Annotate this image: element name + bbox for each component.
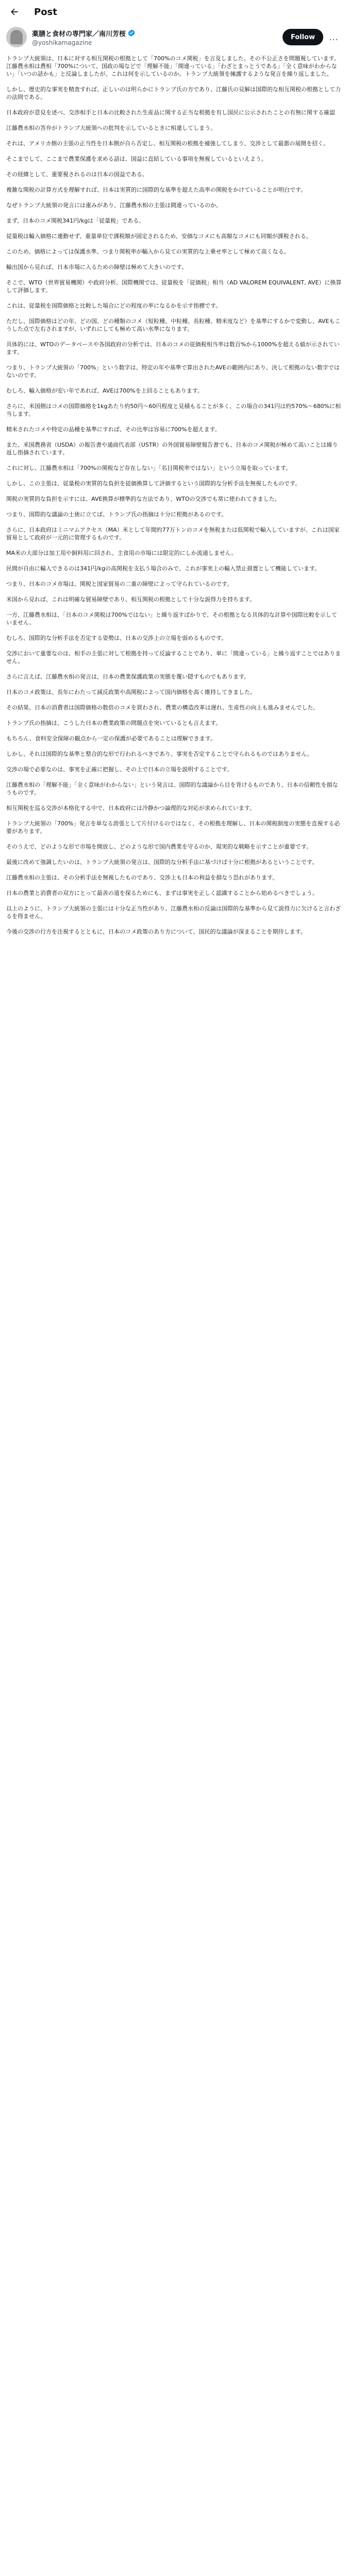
post-paragraph: そこで、WTO（世界貿易機関）や政府分析、国際機関では、従量税を「従価税」相当（AD VALOREM EQUIVALENT, AVE）に換算して評価します。 <box>6 279 342 294</box>
post-paragraph: その結果、日本の消費者は国際価格の数倍のコメを買わされ、農業の構造改革は遅れ、生産性の向上も進みませんでした。 <box>6 704 319 711</box>
post-paragraph: つまり、日本のコメ市場は、関税と国家貿易の二重の障壁によって守られているのです。 <box>6 581 233 587</box>
back-arrow-icon[interactable] <box>4 2 25 22</box>
post-paragraph: 以上のように、トランプ大統領の主張には十分な正当性があり、江藤農水相の反論は国際的な基準から見て説得力に欠けると言わざるを得ません。 <box>6 905 341 920</box>
post-paragraph: むしろ、国際的な分析手法を否定する姿勢は、日本の交渉上の立場を弱めるものです。 <box>6 635 227 641</box>
post-paragraph: 従量税は輸入価格に連動せず、重量単位で課税額が固定されるため、安価なコメにも高額なコメにも同額が課税される。 <box>6 233 312 240</box>
follow-button[interactable]: Follow <box>283 29 323 45</box>
post-paragraph: 相互関税を巡る交渉が本格化する中で、日本政府には冷静かつ論理的な対応が求められています。 <box>6 805 255 811</box>
post-paragraph: 具体的には、WTOのデータベースや各国政府の分析では、日本のコメの従価税相当率は数百%から1000%を超える値が示されています。 <box>6 341 340 355</box>
post-paragraph: このため、価格によっては保護水準、つまり関税率が輸入から見ての実質的な上乗せ率として極めて高くなる。 <box>6 248 290 255</box>
more-options-icon[interactable]: … <box>329 31 338 43</box>
post-paragraph: つまり、国際的な議論の土俵に立てば、トランプ氏の指摘は十分に根拠があるのです。 <box>6 511 227 518</box>
post-paragraph: 日本政府が意見を述べ、交渉相手と日本の比較された生産品に関する正当な根拠を有し国民に公示されたことの有無に関する確認 <box>6 109 335 116</box>
page-title: Post <box>34 6 57 18</box>
top-bar <box>0 0 348 24</box>
post-paragraph: また、米国農務省（USDA）の報告書や通商代表部（USTR）の外国貿易障壁報告書でも、日本のコメ関税が極めて高いことは繰り返し指摘されています。 <box>6 442 338 456</box>
post-paragraph: さらに、日本政府はミニマムアクセス（MA）米として年間約77万トンのコメを無税または低関税で輸入していますが、これは国家貿易として政府が一元的に管理するものです。 <box>6 527 340 541</box>
post-paragraph: まず、日本のコメ関税341円/kgは「従量税」である。 <box>6 217 145 224</box>
post-paragraph: 精米されたコメや特定の品種を基準にすれば、その比率は容易に700%を超えます。 <box>6 426 221 433</box>
post-paragraph: その経緯として、重要視されるのは日本の国益である。 <box>6 171 148 178</box>
post-paragraph: しかし、この主張は、従量税の実質的な負担を従価換算して評価するという国際的な分析手法を無視したものです。 <box>6 480 301 487</box>
post-paragraph: 輸出国から見れば、日本市場に入るための障壁は極めて大きいのです。 <box>6 264 188 270</box>
post-paragraph: 日本のコメ政策は、長年にわたって減反政策や高関税によって国内価格を高く維持してきました。 <box>6 689 256 696</box>
post-paragraph: 交渉において重要なのは、相手の主張に対して根拠を持って反論することであり、単に「間違っている」と繰り返すことではありません。 <box>6 650 341 665</box>
post-paragraph: これは、従量税を国際価格と比較した場合にどの程度の率になるかを示す指標です。 <box>6 302 222 309</box>
post-paragraph: ただし、国際価格はどの年、どの国、どの種類のコメ（短粒種、中粒種、長粒種、精米度など）を基準にするかで変動し、AVEもこうした点で左右されますが、いずれにしても極めて高い水準になります。 <box>6 318 341 332</box>
post-header <box>6 25 342 49</box>
post-paragraph: そこまでして、ここまで農業保護を求める話は、国益に直結している事項を無視しているといえよう。 <box>6 156 267 162</box>
post-paragraph: そのうえで、どのような形で市場を開放し、どのような形で国内農業を守るのか、現実的な戦略を示すことが重要です。 <box>6 843 312 850</box>
post-paragraph: 今後の交渉の行方を注視するとともに、日本のコメ政策のあり方について、国民的な議論が深まることを期待します。 <box>6 928 306 935</box>
post-paragraph: トランプ氏の指摘は、こうした日本の農業政策の問題点を突いているとも言えます。 <box>6 720 222 726</box>
post-paragraph: MA米の大部分は加工用や飼料用に回され、主食用の市場には限定的にしか流通しません。 <box>6 550 237 556</box>
post-paragraph: 江藤農水相の「理解不能」「全く意味がわからない」という発言は、国際的な議論から目を背けるものであり、日本の信頼性を損なうものです。 <box>6 782 338 796</box>
post-paragraph: 江藤農水相の主張は、その分析手法を無視したものであり、交渉上も日本の利益を損なう恐れがあります。 <box>6 874 278 881</box>
post-paragraph: しかし、それは国際的な基準と整合的な形で行われるべきであり、事実を否定することで守られるものではありません。 <box>6 751 313 757</box>
post-paragraph: むしろ、輸入価格が安い年であれば、AVEは700%を上回ることもあります。 <box>6 387 203 394</box>
post-paragraph: 複雑な関税の計算方式を理解すれば、日本は実質的に国際的な基準を超えた高率の関税をかけていることが明白です。 <box>6 187 307 193</box>
post-paragraph: なぜトランプ大統領の発言には重みがあり、江藤農水相の主張は間違っているのか。 <box>6 202 222 209</box>
post-paragraph: 最後に改めて強調したいのは、トランプ大統領の発言は、国際的な分析手法に基づけば十分に根拠があるということです。 <box>6 859 318 866</box>
author-name[interactable]: 薬膳と食材の専門家／南川芳桜 <box>32 30 126 38</box>
author-name-row[interactable] <box>32 28 283 38</box>
post-paragraph: しかし、歴史的な事実を精査すれば、正しいのは明らかにトランプ氏の方であり、江藤氏の見解は国際的な相互関税の根拠として力の法則である。 <box>6 86 341 100</box>
post-paragraph: 交渉の場で必要なのは、事実を正確に把握し、その上で日本の立場を説明することです。 <box>6 766 233 773</box>
author-handle[interactable]: @yoshikamagazine <box>32 39 92 46</box>
post-paragraph: つまり、トランプ大統領の「700%」という数字は、特定の年や基準で算出されたAVEの範囲内にあり、決して根拠のない数字ではないのです。 <box>6 364 340 379</box>
post-paragraph: さらに言えば、江藤農水相の発言は、日本の農業保護政策の実態を覆い隠すものでもあります。 <box>6 673 250 680</box>
post-paragraph: 日本の農業と消費者の双方にとって最善の道を探るためにも、まずは事実を正しく認識することから始めるべきでしょう。 <box>6 890 318 896</box>
author-info <box>32 28 283 46</box>
post-paragraph: トランプ大統領は、日本に対する相互関税の根拠として「700%のコメ関税」を言及しました。その不公正さを問題視しています。江藤農水相は農相「700%について、国政の場などで「理解不能」「間違っている」「わざとまっとうである」「全く意味がわからない」「いつの話かも」と反論しましたが、これは何を示しているのか。トランプ大統領を擁護するような発言を繰り返しました。 <box>6 55 340 77</box>
post-paragraph: 江藤農水相の答弁がトランプ大統領への批判を示しているときに相違してしまう。 <box>6 125 216 131</box>
post-body <box>6 55 342 943</box>
post-paragraph: 関税の実質的な負担を示すには、AVE換算が標準的な方法であり、WTOの交渉でも常に使われてきました。 <box>6 496 280 502</box>
post-paragraph: トランプ大統領の「700%」発言を単なる誇張として片付けるのではなく、その根拠を理解し、日本の関税制度の実態を直視する必要があります。 <box>6 820 340 835</box>
avatar[interactable] <box>6 27 27 47</box>
post-paragraph: それは、アメリカ側の主張の正当性を日本側が自ら否定し、相互関税の根拠を補強してしまう、交渉として最悪の展開を招く。 <box>6 140 329 147</box>
verified-badge-icon <box>127 29 136 37</box>
post-paragraph: 一方、江藤農水相は、「日本のコメ関税は700%ではない」と繰り返すばかりで、その根拠となる具体的な計算や国際比較を示していません。 <box>6 612 337 626</box>
post-paragraph: もちろん、食料安全保障の観点から一定の保護が必要であることは理解できます。 <box>6 735 216 742</box>
post-paragraph: 米国から見れば、これは明確な貿易障壁であり、相互関税の根拠として十分な説得力を持ちます。 <box>6 596 256 603</box>
post-paragraph: これに対し、江藤農水相は「700%の関税など存在しない」「名目関税率ではない」という立場を取っています。 <box>6 465 292 471</box>
post-paragraph: 民間が自由に輸入できるのは341円/kgの高関税を支払う場合のみで、これが事実上の輸入禁止措置として機能しています。 <box>6 565 320 572</box>
post-paragraph: さらに、米国側はコメの国際価格を1kgあたり約50円〜60円程度と見積もることが多く、この場合の341円は約570%〜680%に相当します。 <box>6 403 341 417</box>
